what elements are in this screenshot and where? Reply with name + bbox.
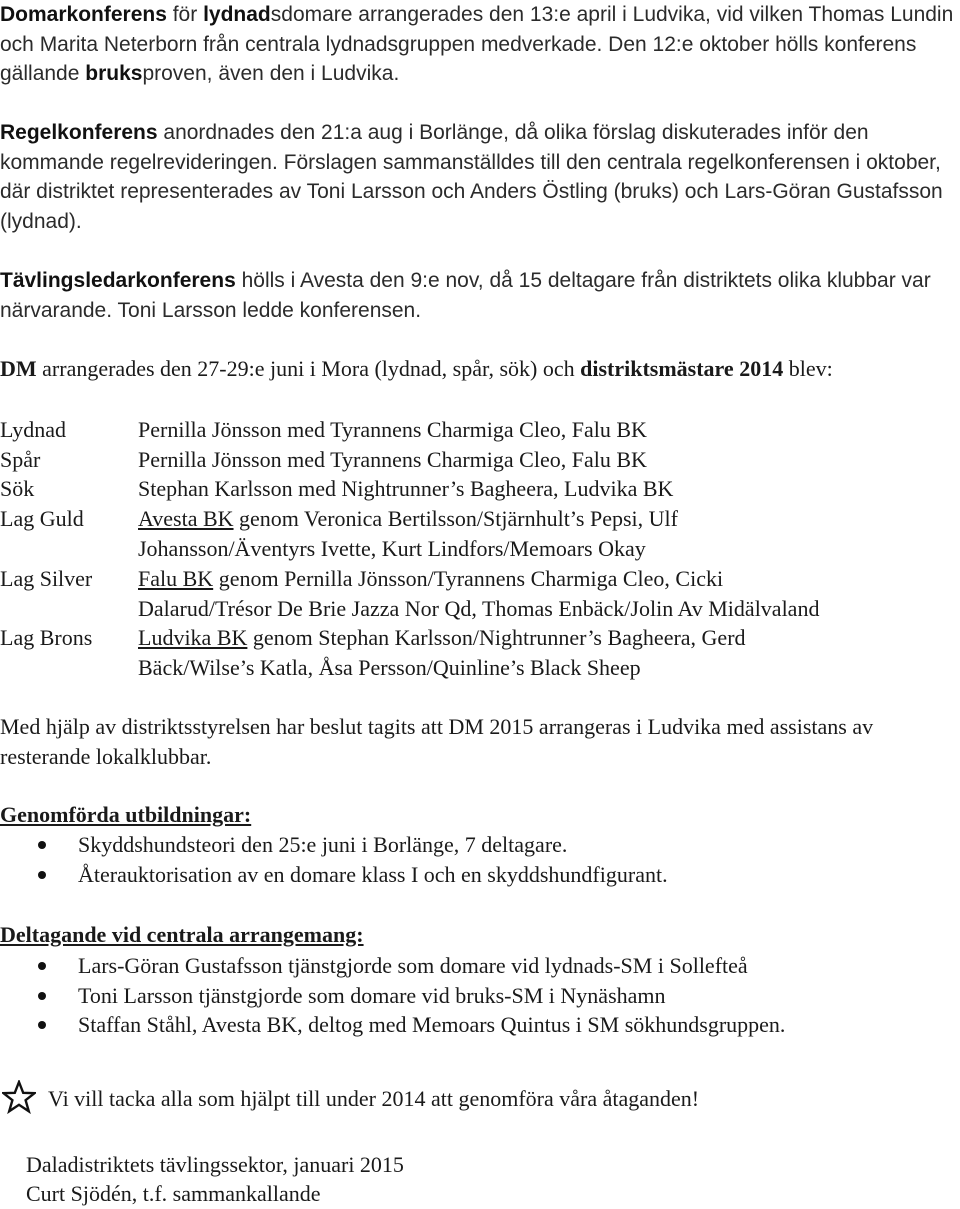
dm-category: Lag Guld	[0, 506, 84, 531]
paragraph-dm-2015: Med hjälp av distriktsstyrelsen har beslut tagits att DM 2015 arrangeras i Ludvika med assistans av resterande lokalklubbar.	[0, 714, 874, 769]
dm-result: Pernilla Jönsson med Tyrannens Charmiga Cleo, Falu BK	[138, 417, 647, 442]
list-item-text: Skyddshundsteori den 25:e juni i Borlänge, 7 deltagare.	[78, 832, 568, 857]
bullet-icon	[38, 1021, 46, 1029]
dm-category: Spår	[0, 447, 41, 472]
dm-result: Pernilla Jönsson med Tyrannens Charmiga Cleo, Falu BK	[138, 447, 647, 472]
text-span: arrangerades den 27-29:e juni i Mora (lydnad, spår, sök) och	[36, 356, 581, 381]
dm-result: Stephan Karlsson med Nightrunner’s Bagheera, Ludvika BK	[138, 476, 674, 501]
paragraph-dm	[0, 354, 958, 384]
dm-category: Lag Brons	[0, 625, 93, 650]
dm-category: Sök	[0, 476, 35, 501]
text-span: Dalarud/Trésor De Brie Jazza Nor Qd, Thomas Enbäck/Jolin Av Midälvaland	[138, 595, 820, 621]
text-span: genom Pernilla Jönsson/Tyrannens Charmiga Cleo, Cicki	[213, 566, 724, 591]
text-span: Bäck/Wilse’s Katla, Åsa Persson/Quinline’s Black Sheep	[138, 654, 641, 680]
term-tavlingsledarkonferens: Tävlingsledarkonferens	[0, 269, 236, 292]
signature-line-2: Curt Sjödén, t.f. sammankallande	[26, 1181, 321, 1206]
text-span: blev:	[783, 356, 833, 381]
dm-result	[138, 504, 958, 563]
paragraph-tavlingsledarkonferens	[0, 266, 958, 325]
dm-category: Lag Silver	[0, 566, 93, 591]
text-span: hölls i Avesta den 9:e nov, då 15 deltagare från distriktets olika klubbar var närvarande. Toni Larsson ledde konferensen.	[0, 269, 931, 322]
closing-line	[0, 1078, 958, 1118]
star-outline-icon	[2, 1080, 36, 1114]
list-item-text: Återauktorisation av en domare klass I och en skyddshundfigurant.	[78, 862, 668, 887]
club-name: Ludvika BK	[138, 625, 248, 650]
dm-category: Lydnad	[0, 417, 66, 442]
heading-centrala-arrangemang: Deltagande vid centrala arrangemang:	[0, 922, 364, 947]
heading-utbildningar: Genomförda utbildningar:	[0, 802, 252, 827]
closing-text: Vi vill tacka alla som hjälpt till under 2014 att genomföra våra åtaganden!	[48, 1086, 700, 1111]
term-dm: DM	[0, 356, 37, 381]
term-bruks: bruks	[85, 62, 143, 85]
signature-line-1: Daladistriktets tävlingssektor, januari 2015	[26, 1152, 404, 1177]
text-span: Johansson/Äventyrs Ivette, Kurt Lindfors/Memoars Okay	[138, 535, 646, 561]
text-span: proven, även den i Ludvika.	[142, 62, 400, 85]
bullet-icon	[38, 871, 46, 879]
list-item-text: Toni Larsson tjänstgjorde som domare vid bruks-SM i Nynäshamn	[78, 983, 666, 1008]
term-lydnad: lydnad	[203, 3, 271, 26]
bullet-icon	[38, 992, 46, 1000]
term-distriktsmastare: distriktsmästare 2014	[580, 356, 784, 381]
text-span: sdomare arrangerades den 13:e april i Ludvika, vid vilken Thomas Lundin och Marita Neterborn från centrala lydnadsgruppen medverkade. Den 12:e oktober hölls konferens gällande	[0, 3, 954, 85]
term-regelkonferens: Regelkonferens	[0, 121, 158, 144]
club-name: Falu BK	[138, 566, 214, 591]
term-domarkonferens: Domarkonferens	[0, 3, 167, 26]
club-name: Avesta BK	[138, 506, 234, 531]
text-span: genom Veronica Bertilsson/Stjärnhult’s Pepsi, Ulf	[233, 506, 678, 531]
bullet-icon	[38, 841, 46, 849]
text-span: för	[166, 3, 204, 26]
text-span: anordnades den 21:a aug i Borlänge, då olika förslag diskuterades inför den kommande regelrevideringen. Förslagen sammanställdes till den centrala regelkonferensen i oktober, där distriktet representerades av Toni Larsson och Anders Östling (bruks) och Lars-Göran Gustafsson (lydnad).	[0, 121, 943, 233]
list-item-text: Lars-Göran Gustafsson tjänstgjorde som domare vid lydnads-SM i Sollefteå	[78, 953, 748, 978]
text-span: genom Stephan Karlsson/Nightrunner’s Bagheera, Gerd	[247, 625, 746, 650]
dm-result	[138, 623, 958, 682]
bullet-icon	[38, 962, 46, 970]
list-item-text: Staffan Ståhl, Avesta BK, deltog med Memoars Quintus i SM sökhundsgruppen.	[78, 1012, 786, 1037]
paragraph-regelkonferens	[0, 118, 958, 236]
paragraph-domarkonferens	[0, 0, 958, 89]
dm-result	[138, 564, 958, 623]
